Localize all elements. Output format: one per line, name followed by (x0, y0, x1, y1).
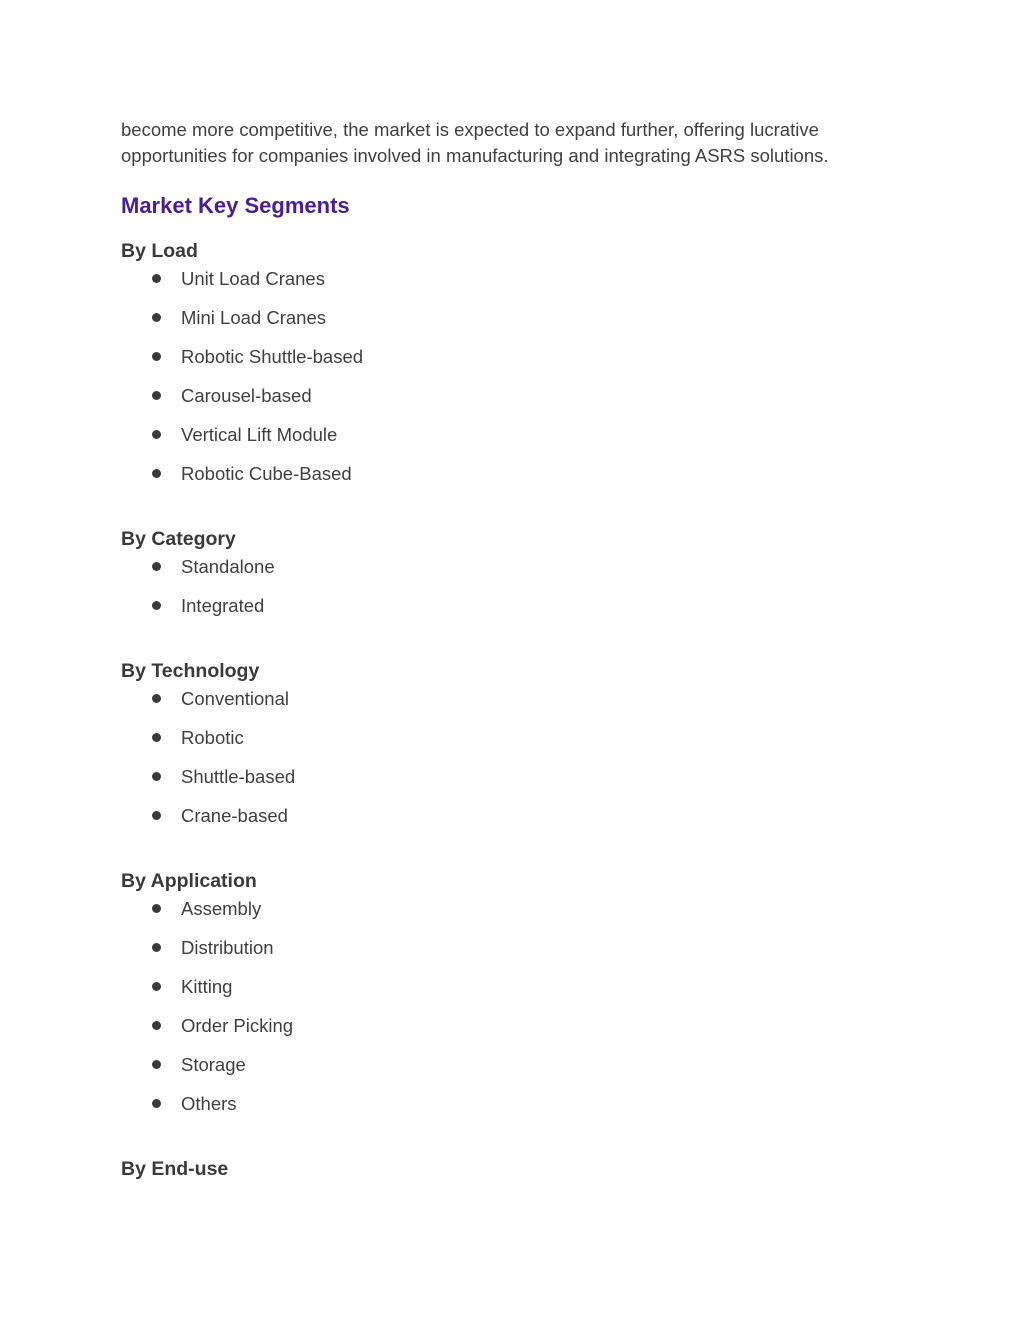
list-item (121, 422, 901, 461)
bullet-icon (152, 982, 161, 991)
list-item-label: Distribution (181, 937, 274, 958)
list-item-label: Others (181, 1093, 237, 1114)
segment-heading: By Technology (121, 660, 260, 682)
list-item (121, 461, 901, 500)
bullet-icon (152, 391, 161, 400)
list-item (121, 344, 901, 383)
list-item (121, 305, 901, 344)
segment-group (121, 658, 901, 842)
segment-list (121, 266, 901, 500)
segment-list (121, 896, 901, 1130)
segment-heading: By Load (121, 240, 198, 262)
bullet-icon (152, 943, 161, 952)
list-item (121, 974, 901, 1013)
list-item (121, 935, 901, 974)
segment-group (121, 526, 901, 632)
intro-line-1: become more competitive, the market is expected to expand further, offering lucrative (121, 119, 819, 140)
segments-container (121, 238, 901, 1182)
bullet-icon (152, 733, 161, 742)
bullet-icon (152, 313, 161, 322)
list-item-label: Robotic (181, 727, 244, 748)
section-title: Market Key Segments (121, 193, 350, 218)
bullet-icon (152, 1021, 161, 1030)
segment-heading: By Category (121, 528, 236, 550)
list-item (121, 686, 901, 725)
list-item-label: Integrated (181, 595, 265, 616)
list-item-label: Standalone (181, 556, 275, 577)
bullet-icon (152, 562, 161, 571)
list-item-label: Shuttle-based (181, 766, 296, 787)
segment-list (121, 686, 901, 842)
segment-group (121, 238, 901, 500)
list-item-label: Unit Load Cranes (181, 268, 325, 289)
list-item (121, 593, 901, 632)
list-item-label: Robotic Shuttle-based (181, 346, 364, 367)
bullet-icon (152, 1099, 161, 1108)
list-item (121, 1013, 901, 1052)
list-item-label: Crane-based (181, 805, 288, 826)
bullet-icon (152, 274, 161, 283)
list-item (121, 554, 901, 593)
bullet-icon (152, 811, 161, 820)
list-item-label: Assembly (181, 898, 262, 919)
list-item (121, 266, 901, 305)
intro-paragraph (121, 117, 901, 169)
list-item (121, 764, 901, 803)
bullet-icon (152, 1060, 161, 1069)
bullet-icon (152, 694, 161, 703)
segment-list (121, 554, 901, 632)
list-item-label: Vertical Lift Module (181, 424, 338, 445)
segment-heading: By Application (121, 870, 257, 892)
bullet-icon (152, 904, 161, 913)
list-item (121, 725, 901, 764)
list-item (121, 896, 901, 935)
bullet-icon (152, 352, 161, 361)
list-item-label: Order Picking (181, 1015, 294, 1036)
list-item (121, 383, 901, 422)
document-page (121, 117, 901, 1182)
bullet-icon (152, 772, 161, 781)
segment-group (121, 1156, 901, 1182)
list-item-label: Kitting (181, 976, 233, 997)
list-item (121, 803, 901, 842)
bullet-icon (152, 469, 161, 478)
intro-line-2: opportunities for companies involved in manufacturing and integrating ASRS solutions. (121, 145, 829, 166)
segment-heading: By End-use (121, 1158, 229, 1180)
segment-group (121, 868, 901, 1130)
list-item-label: Storage (181, 1054, 246, 1075)
list-item-label: Conventional (181, 688, 289, 709)
bullet-icon (152, 601, 161, 610)
list-item-label: Carousel-based (181, 385, 312, 406)
list-item-label: Mini Load Cranes (181, 307, 326, 328)
list-item (121, 1052, 901, 1091)
list-item-label: Robotic Cube-Based (181, 463, 352, 484)
list-item (121, 1091, 901, 1130)
bullet-icon (152, 430, 161, 439)
